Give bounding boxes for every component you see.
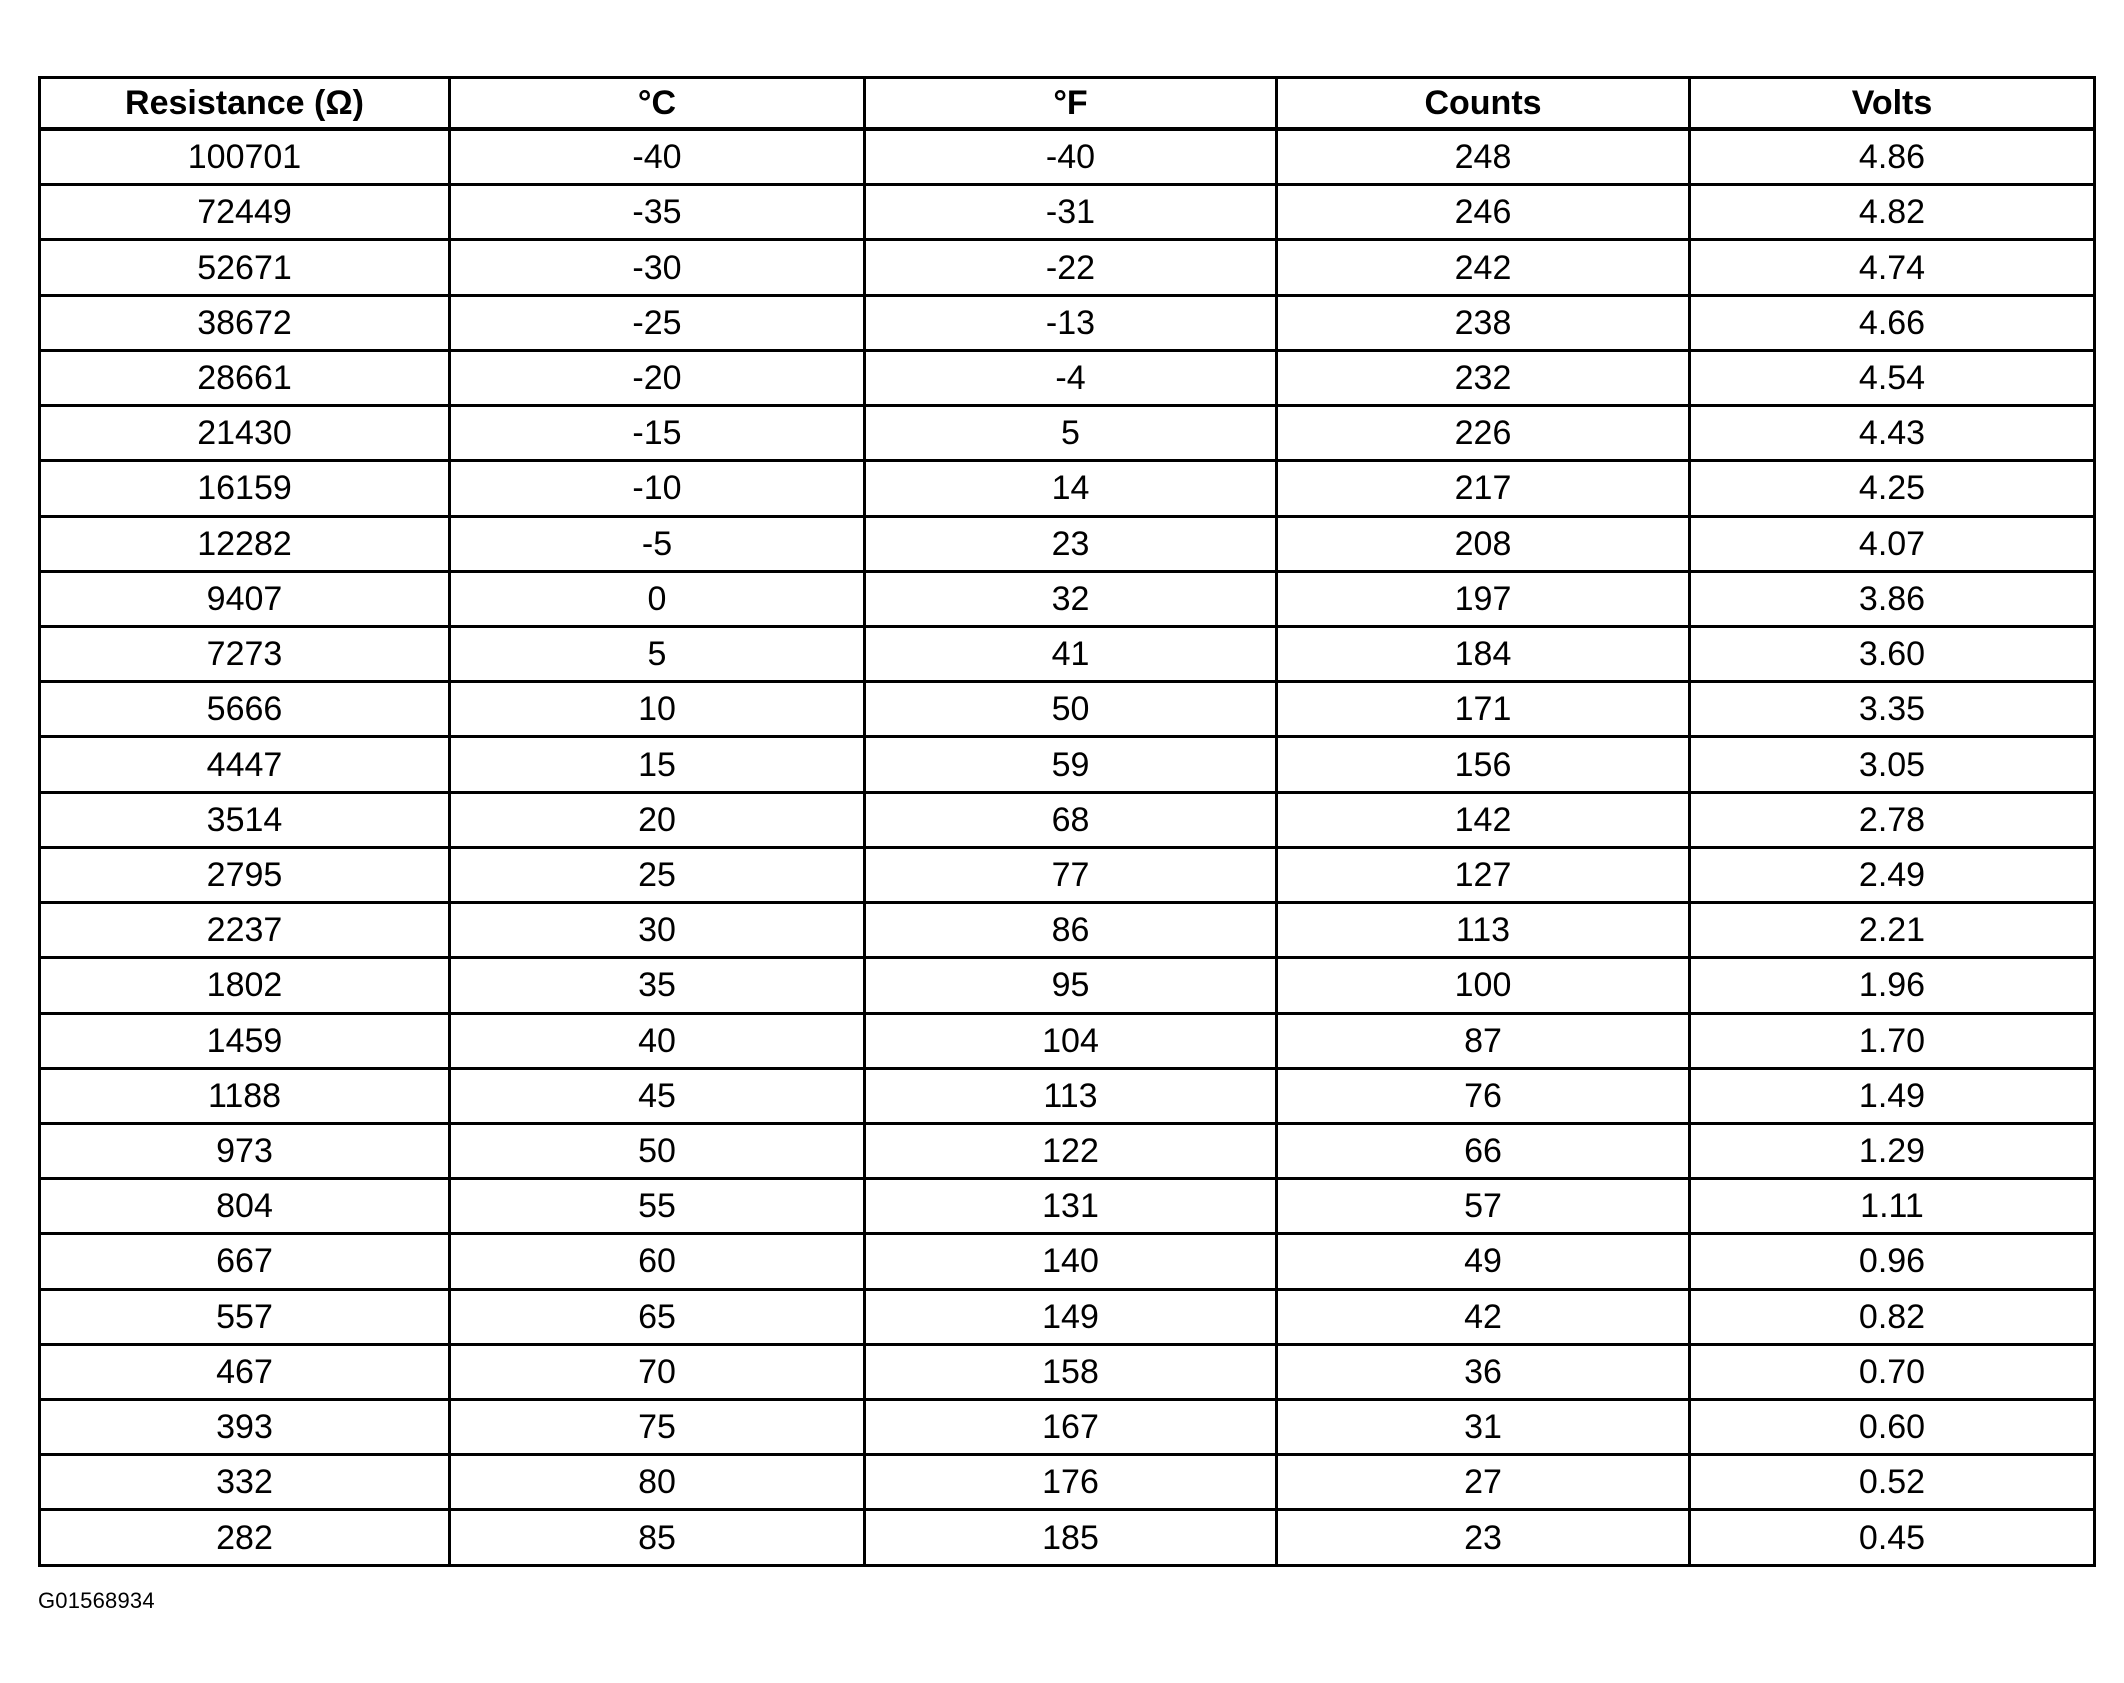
table-row — [40, 958, 2095, 1013]
volts-cell: 4.82 — [1690, 185, 2095, 240]
fahrenheit-cell: 122 — [865, 1123, 1277, 1178]
volts-cell: 0.52 — [1690, 1455, 2095, 1510]
volts-cell: 0.60 — [1690, 1400, 2095, 1455]
counts-cell: 226 — [1277, 406, 1690, 461]
celsius-cell: -25 — [450, 295, 865, 350]
celsius-cell: 30 — [450, 903, 865, 958]
table-row — [40, 1179, 2095, 1234]
resistance-cell: 100701 — [40, 129, 450, 185]
counts-cell: 42 — [1277, 1289, 1690, 1344]
resistance-cell: 72449 — [40, 185, 450, 240]
table-row — [40, 295, 2095, 350]
volts-cell: 4.43 — [1690, 406, 2095, 461]
volts-cell: 1.96 — [1690, 958, 2095, 1013]
counts-cell: 36 — [1277, 1344, 1690, 1399]
counts-cell: 100 — [1277, 958, 1690, 1013]
resistance-column-header: Resistance (Ω) — [40, 78, 450, 130]
counts-cell: 238 — [1277, 295, 1690, 350]
fahrenheit-cell: 68 — [865, 792, 1277, 847]
celsius-cell: 25 — [450, 847, 865, 902]
volts-cell: 0.96 — [1690, 1234, 2095, 1289]
counts-cell: 232 — [1277, 350, 1690, 405]
celsius-column-header: °C — [450, 78, 865, 130]
fahrenheit-cell: -4 — [865, 350, 1277, 405]
volts-cell: 3.60 — [1690, 626, 2095, 681]
table-body — [40, 129, 2095, 1566]
celsius-cell: 35 — [450, 958, 865, 1013]
resistance-cell: 2795 — [40, 847, 450, 902]
volts-cell: 4.07 — [1690, 516, 2095, 571]
celsius-cell: 45 — [450, 1068, 865, 1123]
volts-cell: 3.05 — [1690, 737, 2095, 792]
resistance-temperature-table — [38, 76, 2096, 1567]
fahrenheit-cell: 167 — [865, 1400, 1277, 1455]
counts-cell: 142 — [1277, 792, 1690, 847]
counts-cell: 76 — [1277, 1068, 1690, 1123]
resistance-cell: 393 — [40, 1400, 450, 1455]
fahrenheit-cell: 113 — [865, 1068, 1277, 1123]
counts-cell: 66 — [1277, 1123, 1690, 1178]
table-row — [40, 516, 2095, 571]
celsius-cell: -5 — [450, 516, 865, 571]
table-row — [40, 185, 2095, 240]
volts-cell: 3.86 — [1690, 571, 2095, 626]
celsius-cell: -40 — [450, 129, 865, 185]
counts-cell: 197 — [1277, 571, 1690, 626]
counts-cell: 49 — [1277, 1234, 1690, 1289]
fahrenheit-cell: 176 — [865, 1455, 1277, 1510]
counts-cell: 171 — [1277, 682, 1690, 737]
table-row — [40, 1068, 2095, 1123]
celsius-cell: 80 — [450, 1455, 865, 1510]
table-row — [40, 1289, 2095, 1344]
counts-cell: 127 — [1277, 847, 1690, 902]
fahrenheit-cell: 77 — [865, 847, 1277, 902]
celsius-cell: -35 — [450, 185, 865, 240]
header-row — [40, 78, 2095, 130]
fahrenheit-cell: -40 — [865, 129, 1277, 185]
counts-cell: 23 — [1277, 1510, 1690, 1566]
fahrenheit-cell: 149 — [865, 1289, 1277, 1344]
resistance-cell: 2237 — [40, 903, 450, 958]
table-row — [40, 461, 2095, 516]
volts-cell: 1.29 — [1690, 1123, 2095, 1178]
fahrenheit-cell: 41 — [865, 626, 1277, 681]
table-row — [40, 682, 2095, 737]
counts-column-header: Counts — [1277, 78, 1690, 130]
fahrenheit-cell: -13 — [865, 295, 1277, 350]
counts-cell: 242 — [1277, 240, 1690, 295]
volts-cell: 3.35 — [1690, 682, 2095, 737]
volts-cell: 2.49 — [1690, 847, 2095, 902]
table-header — [40, 78, 2095, 130]
celsius-cell: 0 — [450, 571, 865, 626]
volts-cell: 2.78 — [1690, 792, 2095, 847]
resistance-cell: 1188 — [40, 1068, 450, 1123]
fahrenheit-cell: -22 — [865, 240, 1277, 295]
resistance-cell: 7273 — [40, 626, 450, 681]
fahrenheit-cell: 14 — [865, 461, 1277, 516]
counts-cell: 57 — [1277, 1179, 1690, 1234]
figure-id-label: G01568934 — [38, 1588, 155, 1613]
table-row — [40, 350, 2095, 405]
celsius-cell: -10 — [450, 461, 865, 516]
table-row — [40, 406, 2095, 461]
volts-cell: 1.70 — [1690, 1013, 2095, 1068]
counts-cell: 184 — [1277, 626, 1690, 681]
counts-cell: 113 — [1277, 903, 1690, 958]
counts-cell: 217 — [1277, 461, 1690, 516]
volts-cell: 0.82 — [1690, 1289, 2095, 1344]
resistance-cell: 467 — [40, 1344, 450, 1399]
volts-cell: 4.74 — [1690, 240, 2095, 295]
celsius-cell: 10 — [450, 682, 865, 737]
fahrenheit-cell: 50 — [865, 682, 1277, 737]
table-row — [40, 240, 2095, 295]
celsius-cell: 85 — [450, 1510, 865, 1566]
volts-cell: 1.49 — [1690, 1068, 2095, 1123]
table-row — [40, 792, 2095, 847]
table-row — [40, 1400, 2095, 1455]
table-row — [40, 1234, 2095, 1289]
resistance-cell: 38672 — [40, 295, 450, 350]
resistance-cell: 282 — [40, 1510, 450, 1566]
counts-cell: 248 — [1277, 129, 1690, 185]
celsius-cell: -20 — [450, 350, 865, 405]
fahrenheit-cell: 5 — [865, 406, 1277, 461]
celsius-cell: 50 — [450, 1123, 865, 1178]
table-row — [40, 1510, 2095, 1566]
volts-cell: 1.11 — [1690, 1179, 2095, 1234]
celsius-cell: 20 — [450, 792, 865, 847]
table-row — [40, 847, 2095, 902]
table-row — [40, 1013, 2095, 1068]
fahrenheit-cell: 23 — [865, 516, 1277, 571]
counts-cell: 246 — [1277, 185, 1690, 240]
counts-cell: 27 — [1277, 1455, 1690, 1510]
resistance-cell: 332 — [40, 1455, 450, 1510]
fahrenheit-cell: 86 — [865, 903, 1277, 958]
fahrenheit-cell: 140 — [865, 1234, 1277, 1289]
fahrenheit-cell: 95 — [865, 958, 1277, 1013]
celsius-cell: 60 — [450, 1234, 865, 1289]
volts-cell: 2.21 — [1690, 903, 2095, 958]
resistance-cell: 12282 — [40, 516, 450, 571]
celsius-cell: 70 — [450, 1344, 865, 1399]
resistance-cell: 557 — [40, 1289, 450, 1344]
resistance-cell: 52671 — [40, 240, 450, 295]
table-row — [40, 1344, 2095, 1399]
resistance-cell: 1459 — [40, 1013, 450, 1068]
counts-cell: 208 — [1277, 516, 1690, 571]
celsius-cell: 55 — [450, 1179, 865, 1234]
resistance-cell: 16159 — [40, 461, 450, 516]
fahrenheit-cell: 59 — [865, 737, 1277, 792]
fahrenheit-cell: -31 — [865, 185, 1277, 240]
resistance-cell: 5666 — [40, 682, 450, 737]
celsius-cell: -30 — [450, 240, 865, 295]
table-row — [40, 903, 2095, 958]
volts-cell: 0.45 — [1690, 1510, 2095, 1566]
fahrenheit-column-header: °F — [865, 78, 1277, 130]
resistance-cell: 1802 — [40, 958, 450, 1013]
volts-cell: 4.25 — [1690, 461, 2095, 516]
resistance-cell: 973 — [40, 1123, 450, 1178]
table-row — [40, 129, 2095, 185]
fahrenheit-cell: 32 — [865, 571, 1277, 626]
table-row — [40, 737, 2095, 792]
volts-cell: 4.86 — [1690, 129, 2095, 185]
celsius-cell: 75 — [450, 1400, 865, 1455]
volts-cell: 4.66 — [1690, 295, 2095, 350]
fahrenheit-cell: 131 — [865, 1179, 1277, 1234]
celsius-cell: -15 — [450, 406, 865, 461]
fahrenheit-cell: 104 — [865, 1013, 1277, 1068]
resistance-cell: 21430 — [40, 406, 450, 461]
volts-cell: 0.70 — [1690, 1344, 2095, 1399]
celsius-cell: 40 — [450, 1013, 865, 1068]
table-row — [40, 571, 2095, 626]
table-row — [40, 1123, 2095, 1178]
resistance-cell: 804 — [40, 1179, 450, 1234]
table-row — [40, 1455, 2095, 1510]
resistance-cell: 9407 — [40, 571, 450, 626]
celsius-cell: 65 — [450, 1289, 865, 1344]
fahrenheit-cell: 158 — [865, 1344, 1277, 1399]
volts-column-header: Volts — [1690, 78, 2095, 130]
resistance-cell: 667 — [40, 1234, 450, 1289]
celsius-cell: 15 — [450, 737, 865, 792]
resistance-cell: 4447 — [40, 737, 450, 792]
counts-cell: 31 — [1277, 1400, 1690, 1455]
counts-cell: 87 — [1277, 1013, 1690, 1068]
table-row — [40, 626, 2095, 681]
volts-cell: 4.54 — [1690, 350, 2095, 405]
fahrenheit-cell: 185 — [865, 1510, 1277, 1566]
resistance-cell: 28661 — [40, 350, 450, 405]
resistance-cell: 3514 — [40, 792, 450, 847]
counts-cell: 156 — [1277, 737, 1690, 792]
celsius-cell: 5 — [450, 626, 865, 681]
